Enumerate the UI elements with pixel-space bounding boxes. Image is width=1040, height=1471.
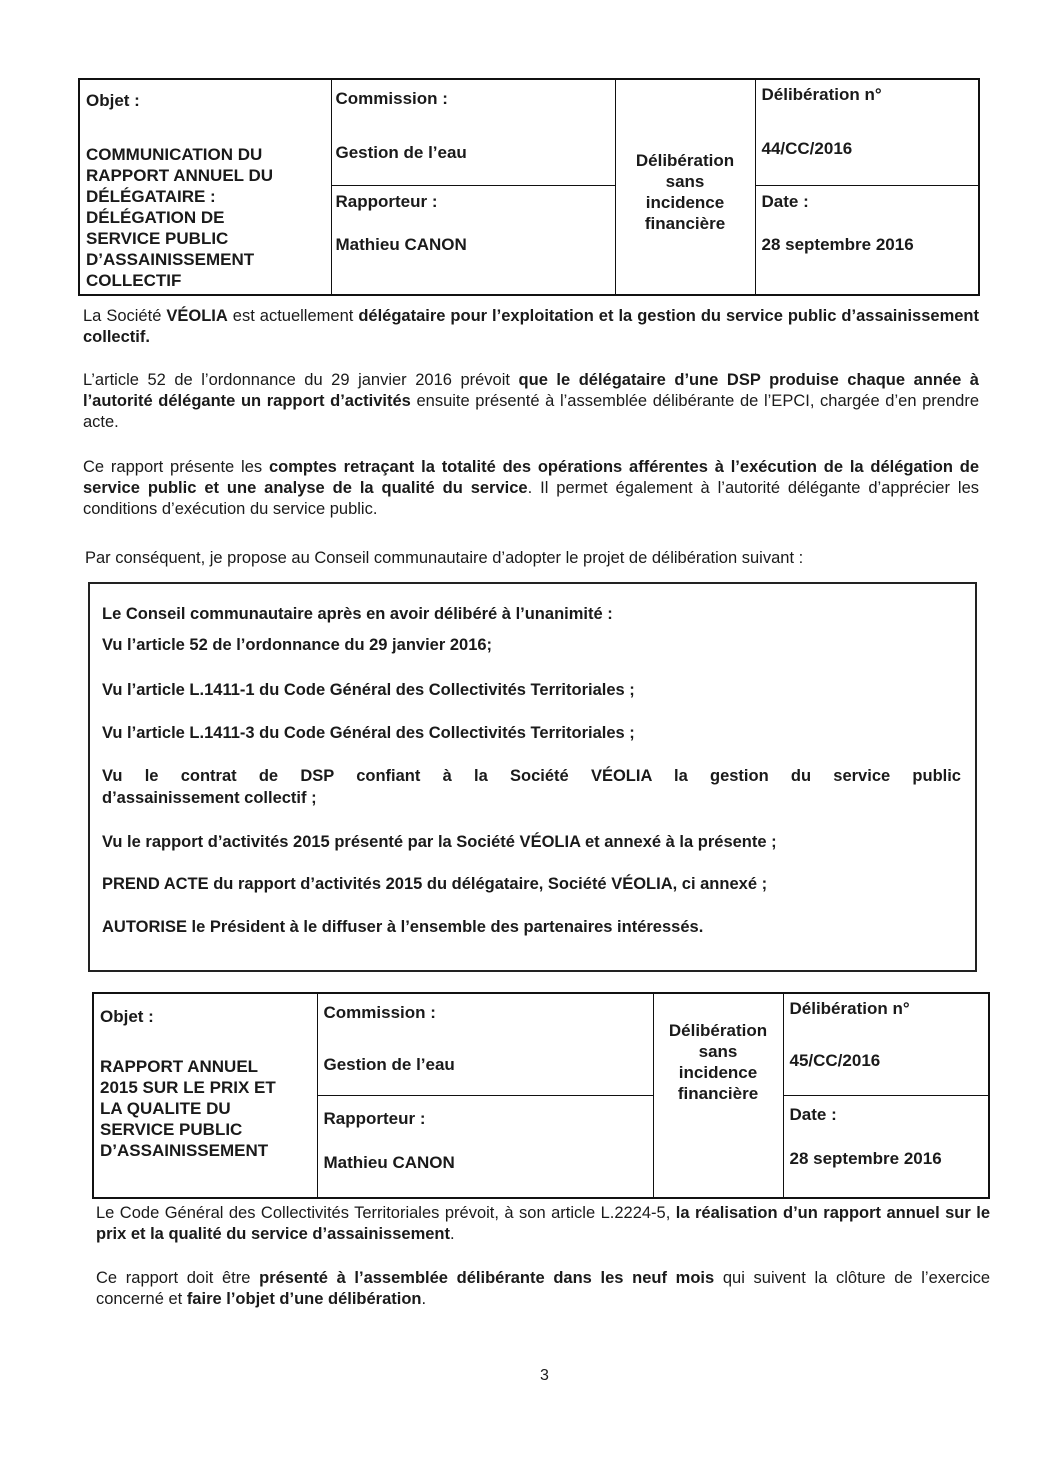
date-value: 28 septembre 2016 — [761, 234, 914, 254]
commission-cell — [317, 993, 653, 1095]
decision-vu-article-52: Vu l’article 52 de l’ordonnance du 29 janvier 2016; — [102, 636, 493, 654]
commission-value: Gestion de l’eau — [323, 1055, 455, 1074]
paragraph-article-52: L’article 52 de l’ordonnance du 29 janvier 2016 prévoit que le délégataire d’une DSP produise chaque année à l’autorité délégante un rapport d’activités ensuite présenté à l’assemblée délibérante de l’EPCI, chargée d’en prendre acte. — [83, 371, 979, 431]
incidence-cell — [653, 993, 783, 1198]
decision-vu-l1411-3: Vu l’article L.1411-3 du Code Général des Collectivités Territoriales ; — [102, 724, 635, 742]
objet-label: Objet : — [86, 91, 140, 110]
date-cell — [755, 185, 979, 295]
paragraph-rapport-presente: Ce rapport présente les comptes retraçant la totalité des opérations afférentes à l’exécution de la délégation de service public et une analyse de la qualité du service. Il permet également à l’autorité délégante d’apprécier les conditions d’exécution du service public. — [83, 458, 979, 518]
objet-title: RAPPORT ANNUEL 2015 SUR LE PRIX ET LA QUALITE DU SERVICE PUBLIC D’ASSAINISSEMENT — [100, 1057, 276, 1160]
rapporteur-value: Mathieu CANON — [323, 1152, 455, 1172]
rapporteur-value: Mathieu CANON — [335, 234, 467, 254]
paragraph-delai: Ce rapport doit être présenté à l’assemblée délibérante dans les neuf mois qui suivent la clôture de l’exercice concerné et faire l’objet d’une délibération. — [96, 1269, 991, 1308]
date-label: Date : — [761, 191, 809, 211]
rapporteur-cell — [331, 185, 615, 295]
paragraph-veolia: La Société VÉOLIA est actuellement délégataire pour l’exploitation et la gestion du service public d’assainissement collectif. — [83, 307, 979, 346]
deliberation-number-value: 44/CC/2016 — [761, 139, 853, 158]
commission-label: Commission : — [323, 1003, 436, 1022]
deliberation-number-value: 45/CC/2016 — [789, 1051, 881, 1070]
page-number: 3 — [540, 1367, 549, 1384]
decision-vu-contrat-line2: d’assainissement collectif ; — [102, 789, 317, 807]
commission-label: Commission : — [335, 89, 448, 108]
paragraph-code-general: Le Code Général des Collectivités Territoriales prévoit, à son article L.2224-5, la réalisation d’un rapport annuel sur le prix et la qualité du service d’assainissement. — [96, 1204, 991, 1243]
deliberation-number-cell — [783, 993, 989, 1095]
date-label: Date : — [789, 1104, 837, 1124]
deliberation-header-table-2 — [92, 992, 990, 1199]
deliberation-header-table-1 — [78, 78, 980, 296]
commission-value: Gestion de l’eau — [335, 143, 467, 162]
incidence-text: Délibération sans incidence financière — [635, 151, 735, 233]
incidence-cell — [615, 79, 755, 295]
deliberation-number-cell — [755, 79, 979, 185]
date-cell — [783, 1095, 989, 1198]
decision-box — [88, 582, 977, 972]
deliberation-number-label: Délibération n° — [761, 85, 882, 104]
decision-intro: Le Conseil communautaire après en avoir délibéré à l’unanimité : — [102, 605, 613, 623]
decision-autorise: AUTORISE le Président à le diffuser à l’ensemble des partenaires intéressés. — [102, 918, 704, 936]
decision-prend-acte: PREND ACTE du rapport d’activités 2015 du délégataire, Société VÉOLIA, ci annexé ; — [102, 875, 768, 893]
deliberation-number-label: Délibération n° — [789, 999, 910, 1018]
decision-vu-rapport: Vu le rapport d’activités 2015 présenté par la Société VÉOLIA et annexé à la présente ; — [102, 833, 777, 851]
commission-cell — [331, 79, 615, 185]
decision-vu-contrat-line1: Vu le contrat de DSP confiant à la Société VÉOLIA la gestion du service public — [102, 767, 961, 785]
objet-label: Objet : — [100, 1007, 154, 1026]
objet-title: COMMUNICATION DU RAPPORT ANNUEL DU DÉLÉGATAIRE : DÉLÉGATION DE SERVICE PUBLIC D’ASSAINISSEMENT COLLECTIF — [86, 145, 274, 290]
date-value: 28 septembre 2016 — [789, 1148, 942, 1168]
objet-cell — [93, 993, 317, 1198]
rapporteur-cell — [317, 1095, 653, 1198]
objet-cell — [79, 79, 331, 295]
decision-vu-l1411-1: Vu l’article L.1411-1 du Code Général des Collectivités Territoriales ; — [102, 681, 635, 699]
rapporteur-label: Rapporteur : — [323, 1108, 426, 1128]
incidence-text: Délibération sans incidence financière — [668, 1021, 768, 1103]
paragraph-proposition: Par conséquent, je propose au Conseil communautaire d’adopter le projet de délibération suivant : — [85, 549, 804, 567]
rapporteur-label: Rapporteur : — [335, 191, 438, 211]
